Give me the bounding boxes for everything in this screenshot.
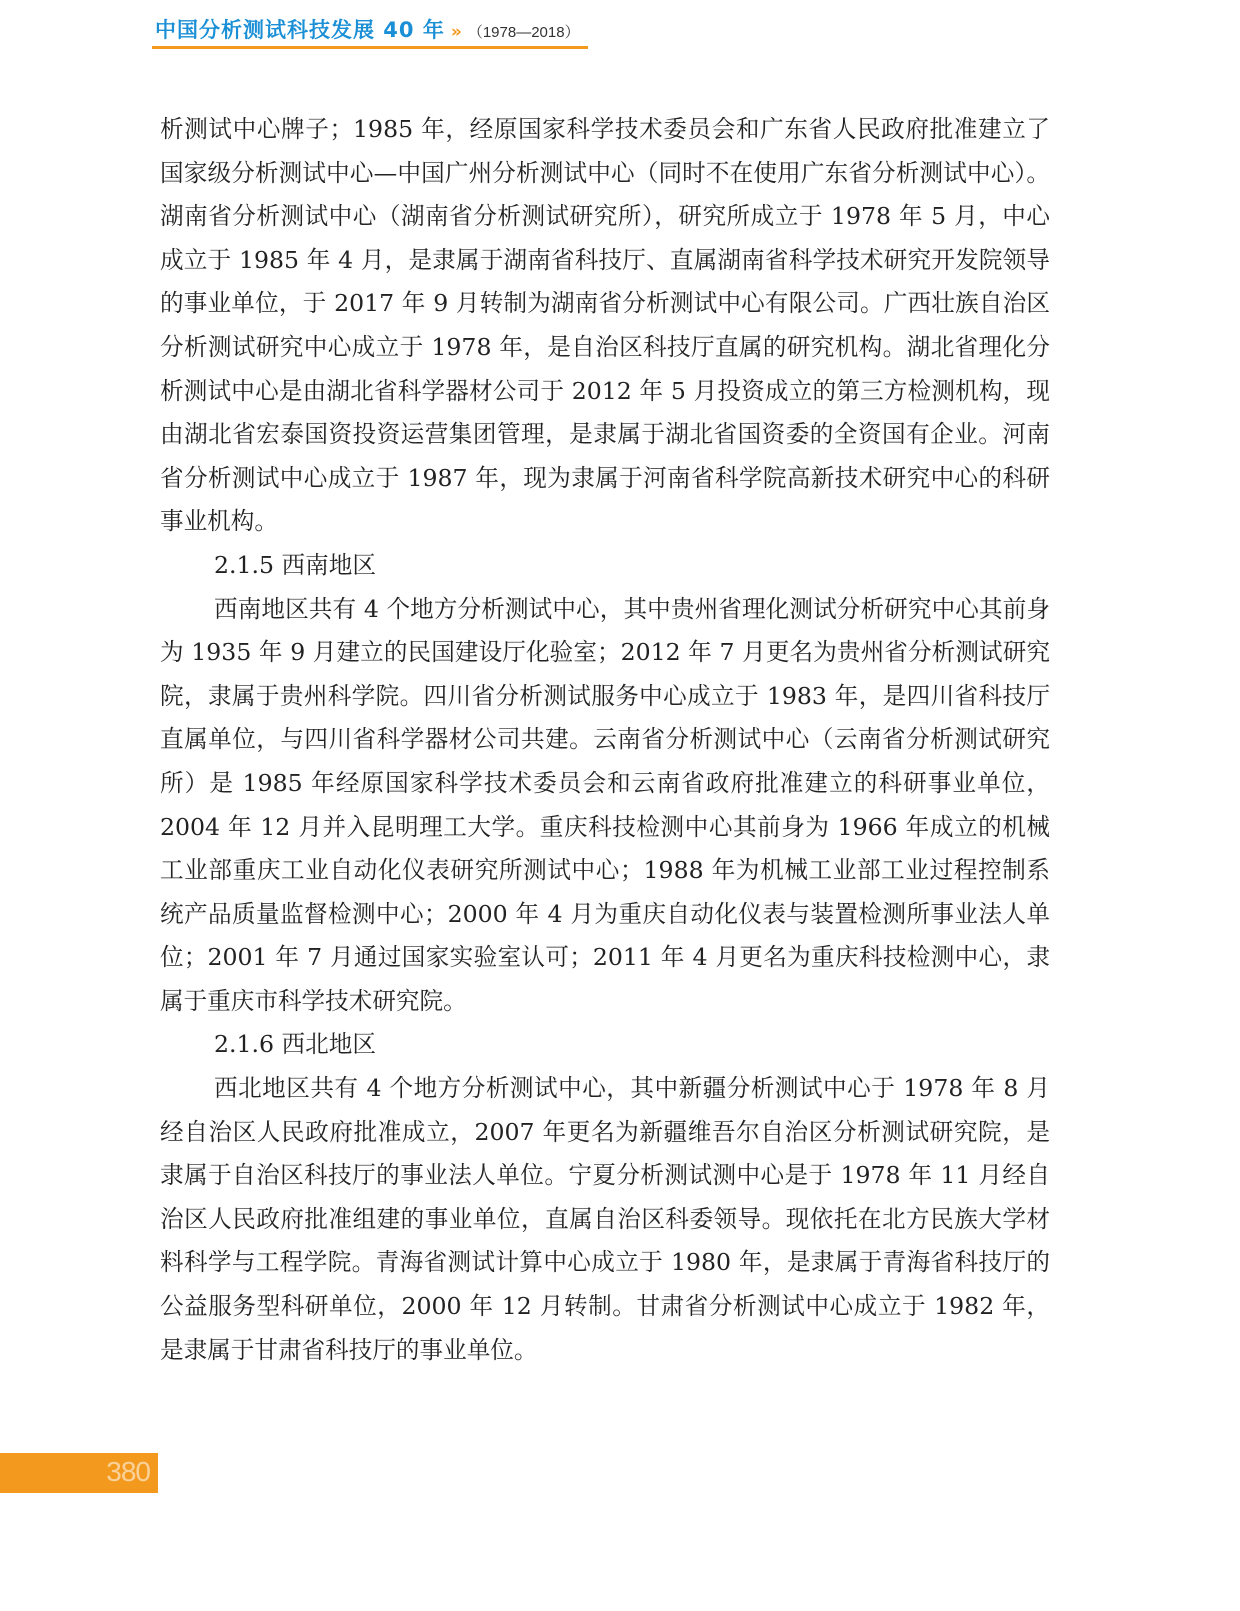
- page-body: [160, 108, 1050, 1372]
- page-number-tab: [0, 1453, 158, 1493]
- paragraph-continued: 析测试中心牌子；1985 年，经原国家科学技术委员会和广东省人民政府批准建立了国家级分析测试中心—中国广州分析测试中心（同时不在使用广东省分析测试中心）。湖南省分析测试中心（湖南省分析测试研究所），研究所成立于 1978 年 5 月，中心成立于 1985 年 4 月，是隶属于湖南省科技厅、直属湖南省科学技术研究开发院领导的事业单位，于 2017 年 9 月转制为湖南省分析测试中心有限公司。广西壮族自治区分析测试研究中心成立于 1978 年，是自治区科技厅直属的研究机构。湖北省理化分析测试中心是由湖北省科学器材公司于 2012 年 5 月投资成立的第三方检测机构，现由湖北省宏泰国资投资运营集团管理，是隶属于湖北省国资委的全资国有企业。河南省分析测试中心成立于 1987 年，现为隶属于河南省科学院高新技术研究中心的科研事业机构。: [160, 115, 1050, 536]
- double-chevron-icon: »: [450, 22, 462, 42]
- header-divider: [152, 46, 588, 49]
- section-heading-northwest: 2.1.6 西北地区: [214, 1030, 376, 1059]
- paragraph-northwest: 西北地区共有 4 个地方分析测试中心，其中新疆分析测试中心于 1978 年 8 月经自治区人民政府批准成立，2007 年更名为新疆维吾尔自治区分析测试研究院，是隶属于自治区科技厅的事业法人单位。宁夏分析测试测中心是于 1978 年 11 月经自治区人民政府批准组建的事业单位，直属自治区科委领导。现依托在北方民族大学材料科学与工程学院。青海省测试计算中心成立于 1980 年，是隶属于青海省科技厅的公益服务型科研单位，2000 年 12 月转制。甘肃省分析测试中心成立于 1982 年，是隶属于甘肃省科技厅的事业单位。: [160, 1074, 1051, 1364]
- book-title: 中国分析测试科技发展 40 年: [155, 18, 445, 42]
- paragraph-southwest: 西南地区共有 4 个地方分析测试中心，其中贵州省理化测试分析研究中心其前身为 1935 年 9 月建立的民国建设厅化验室；2012 年 7 月更名为贵州省分析测试研究院，隶属于贵州科学院。四川省分析测试服务中心成立于 1983 年，是四川省科技厅直属单位，与四川省科学器材公司共建。云南省分析测试中心（云南省分析测试研究所）是 1985 年经原国家科学技术委员会和云南省政府批准建立的科研事业单位，2004 年 12 月并入昆明理工大学。重庆科技检测中心其前身为 1966 年成立的机械工业部重庆工业自动化仪表研究所测试中心；1988 年为机械工业部工业过程控制系统产品质量监督检测中心；2000 年 4 月为重庆自动化仪表与装置检测所事业法人单位；2001 年 7 月通过国家实验室认可；2011 年 4 月更名为重庆科技检测中心，隶属于重庆市科学技术研究院。: [160, 594, 1050, 1015]
- page-number: 380: [106, 1456, 150, 1487]
- running-header: [155, 14, 580, 44]
- section-heading-southwest: 2.1.5 西南地区: [214, 550, 376, 579]
- year-range: （1978—2018）: [467, 24, 580, 41]
